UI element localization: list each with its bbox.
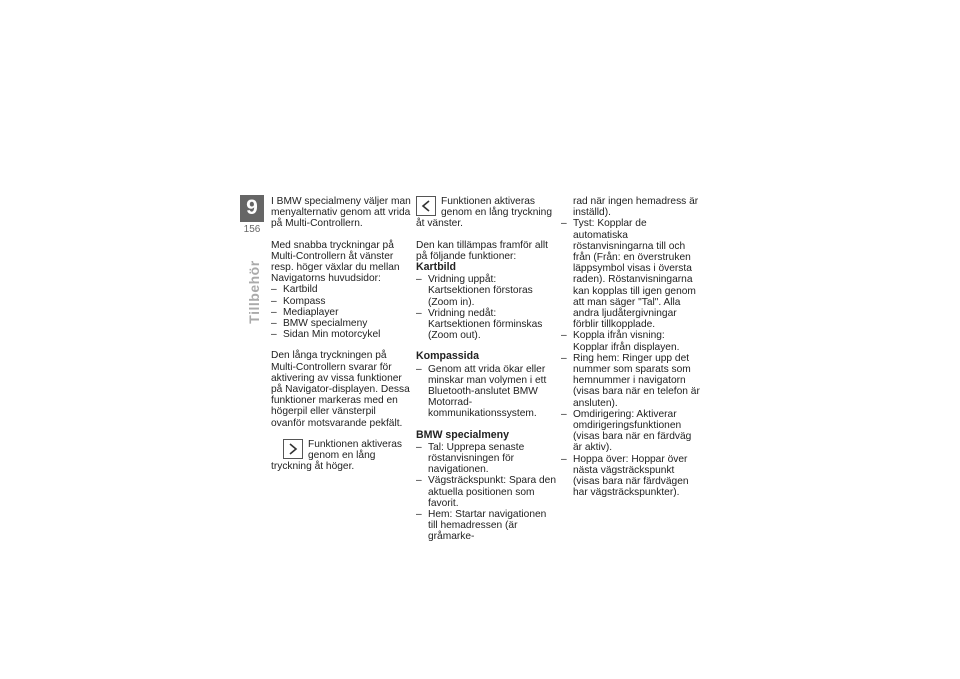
chapter-label: Tillbehör [246,260,262,324]
list-item: – BMW specialmeny [271,318,411,329]
heading-kompassida: Kompassida [416,350,479,363]
note-left [416,196,556,230]
list-item: – Tyst: Kopplar de automatiska röstanvisningarna till och från (Från: en överstruken läppsymbol visas i översta raden). Röstanvisningarna kan kopplas till igen genom att man säger "Tal". Alla andra ljudåtergivningar förblir tillkopplade. [561,218,701,330]
main-pages-list [271,284,411,340]
col2-intro: Den kan tillämpas framför allt på följande funktioner: [416,239,548,262]
list-item: – Kompass [271,296,411,307]
list-item: – Koppla ifrån visning: Kopplar ifrån displayen. [561,330,701,352]
column-1 [271,196,411,482]
column-3 [561,196,701,508]
column-2 [416,196,556,553]
arrow-right-icon [283,439,303,459]
page-number: 156 [243,224,261,235]
list-item: – Vridning nedåt: Kartsektionen förminskas (Zoom out). [416,308,556,342]
special-list-continued [561,218,701,498]
heading-bmw-specialmeny: BMW specialmeny [416,428,510,441]
list-item: – Vägsträckspunkt: Spara den aktuella positionen som favorit. [416,475,556,509]
kartbild-list [416,274,556,341]
col3-continuation: rad när ingen hemadress är inställd). [573,196,699,219]
chapter-divider [240,220,264,222]
arrow-left-icon [416,196,436,216]
list-item: – Mediaplayer [271,307,411,318]
list-item: – Omdirigering: Aktiverar omdirigeringsfunktionen (visas bara när en färdväg är aktiv). [561,409,701,454]
special-list [416,442,556,543]
list-item: – Hoppa över: Hoppar över nästa vägsträckspunkt (visas bara när färdvägen har vägsträckspunkter). [561,454,701,499]
note-right-text: Funktionen aktiveras genom en lång tryckning åt höger. [271,438,403,473]
col1-navigation: Med snabba tryckningar på Multi-Controllern åt vänster resp. höger växlar du mellan Navigatorns huvudsidor: [271,239,400,285]
chapter-number: 9 [240,195,264,220]
col1-long-press: Den långa tryckningen på Multi-Controllern svarar för aktivering av vissa funktioner på Navigator-displayen. Dessa funktioner markeras med en högerpil eller vänsterpil ovanför motsvarande pekfält. [271,350,410,429]
list-item: – Ring hem: Ringer upp det nummer som sparats som hemnummer i navigatorn (visas bara när en telefon är ansluten). [561,353,701,409]
note-left-text: Funktionen aktiveras genom en lång tryckning åt vänster. [416,196,552,230]
list-item: – Hem: Startar navigationen till hemadressen (är gråmarke- [416,509,556,543]
kompass-list [416,364,556,420]
list-item: – Sidan Min motorcykel [271,329,411,340]
list-item: – Kartbild [271,284,411,295]
chapter-tab [240,195,264,239]
heading-kartbild: Kartbild [416,261,457,274]
note-right [271,439,411,473]
list-item: – Genom att vrida ökar eller minskar man volymen i ett Bluetooth-anslutet BMW Motorrad-kommunikationssystem. [416,364,556,420]
list-item: – Vridning uppåt: Kartsektionen förstoras (Zoom in). [416,274,556,308]
list-item: – Tal: Upprepa senaste röstanvisningen för navigationen. [416,442,556,476]
col1-intro: I BMW specialmeny väljer man menyalternativ genom att vrida på Multi-Controllern. [271,196,411,230]
